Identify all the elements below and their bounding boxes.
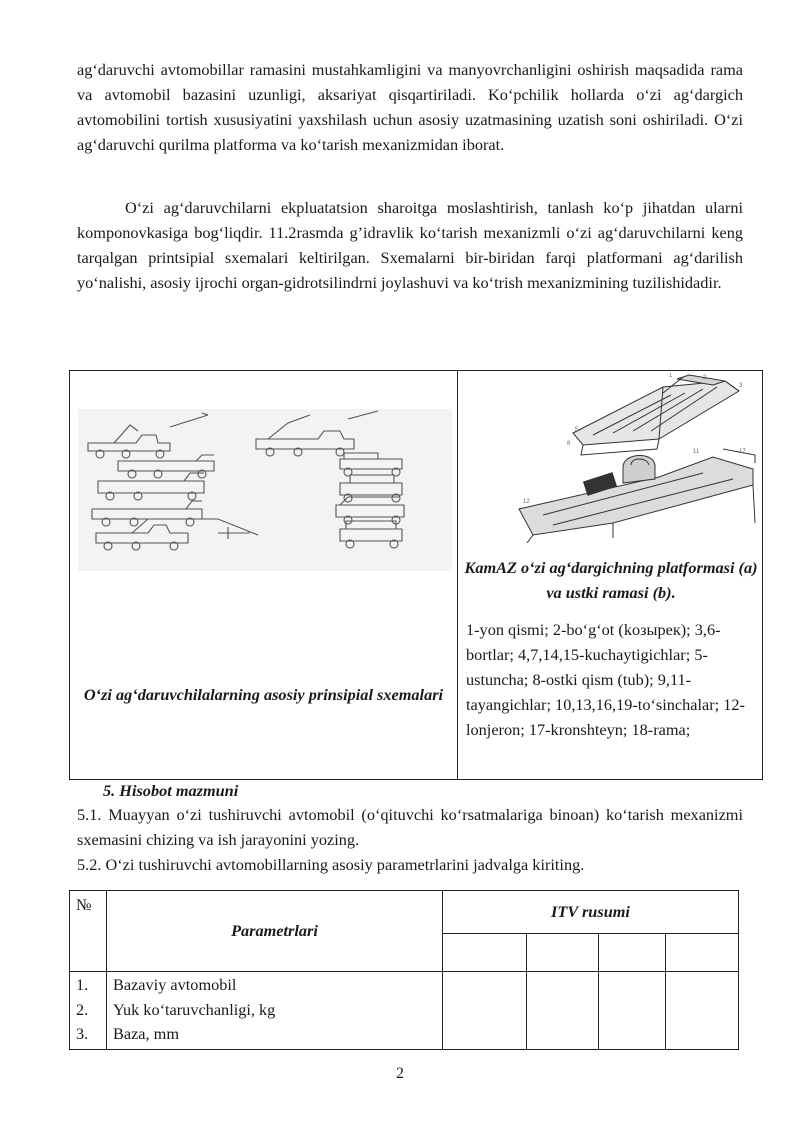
- right-figure-caption: KamAZ o‘zi ag‘dargichning platformasi (a) va ustki ramasi (b).: [464, 558, 758, 602]
- itv-cell: [527, 934, 598, 972]
- value-cell: [527, 972, 598, 1050]
- dump-truck-schemes-figure: [78, 409, 452, 571]
- row-labels: [107, 972, 443, 1050]
- paragraph-intro: ag‘daruvchi avtomobillar ramasini mustahkamligini va manyovrchanligini oshirish maqsadida rama va avtomobil bazasini uzunligi, aksariyat qisqartiriladi. Ko‘pchilik hollarda o‘zi ag‘dargich avtomobilini tortish xususiyatini yaxshilash uchun asosiy uzatmasining uzatish soni oshiriladi. O‘zi ag‘daruvchi qurilma platforma va ko‘tarish mexanizmidan iborat.: [77, 60, 743, 154]
- kamaz-platform-figure: [463, 373, 760, 543]
- svg-text:3: 3: [739, 383, 743, 389]
- page-number: 2: [396, 1065, 404, 1082]
- svg-text:12: 12: [523, 499, 530, 505]
- section-item-2: 5.2. O‘zi tushiruvchi avtomobillarning asosiy parametrlarini jadvalga kiriting.: [77, 855, 585, 874]
- svg-text:8: 8: [567, 441, 571, 447]
- paragraph-schemes: O‘zi ag‘daruvchilarni ekpluatatsion sharoitga moslashtirish, tanlash ko‘p jihatdan ularni komponovkasiga bog‘liqdir. 11.2rasmda g’idravlik ko‘tarish mexanizmli o‘zi ag‘daruvchilarni keng tarqalgan printsipial sxemalari keltirilgan. Sxemalarni bir-biridan farqi platformani ag‘darilish yo‘nalishi, asosiy ijrochi organ-gidrotsilindrni joylashuvi va ko‘trish mexanizmining tuzilishidadir.: [77, 198, 743, 292]
- itv-cell: [443, 934, 527, 972]
- value-cell: [443, 972, 527, 1050]
- row-number: 3.: [76, 1024, 89, 1043]
- section-item-1: 5.1. Muayyan o‘zi tushiruvchi avtomobil (o‘qituvchi ko‘rsatmalariga binoan) ko‘tarish mexanizmi sxemasini chizing va ish jarayonini yozing.: [77, 805, 743, 849]
- svg-text:1: 1: [669, 373, 673, 379]
- figure-table: [69, 370, 763, 780]
- svg-text:11: 11: [693, 449, 700, 455]
- row-numbers: [70, 972, 107, 1050]
- itv-cell: [598, 934, 665, 972]
- svg-text:5: 5: [575, 427, 579, 433]
- header-parameters: Parametrlari: [107, 891, 443, 972]
- row-label: Bazaviy avtomobil: [113, 975, 237, 994]
- section-heading: 5. Hisobot mazmuni: [103, 781, 239, 800]
- row-number: 1.: [76, 975, 89, 994]
- row-label: Yuk ko‘taruvchanligi, kg: [113, 999, 276, 1019]
- row-number: 2.: [76, 999, 89, 1019]
- figure-legend: 1-yon qismi; 2-bo‘g‘ot (kозырек); 3,6-bortlar; 4,7,14,15-kuchaytigichlar; 5-ustuncha; 8-ostki qism (tub); 9,11-tayangichlar; 10,13,16,19-to‘sinchalar; 12-lonjeron; 17-kronshteyn; 18-rama;: [466, 620, 745, 739]
- header-number: №: [70, 891, 107, 972]
- value-cell: [665, 972, 738, 1050]
- row-label: Baza, mm: [113, 1024, 180, 1043]
- value-cell: [598, 972, 665, 1050]
- svg-text:2: 2: [703, 375, 707, 381]
- svg-text:17: 17: [739, 449, 746, 455]
- header-itv-model: ITV rusumi: [443, 891, 739, 934]
- itv-cell: [665, 934, 738, 972]
- left-figure-caption: O‘zi ag‘daruvchilalarning asosiy prinsipial sxemalari: [83, 685, 444, 704]
- parameters-table: [69, 890, 739, 1050]
